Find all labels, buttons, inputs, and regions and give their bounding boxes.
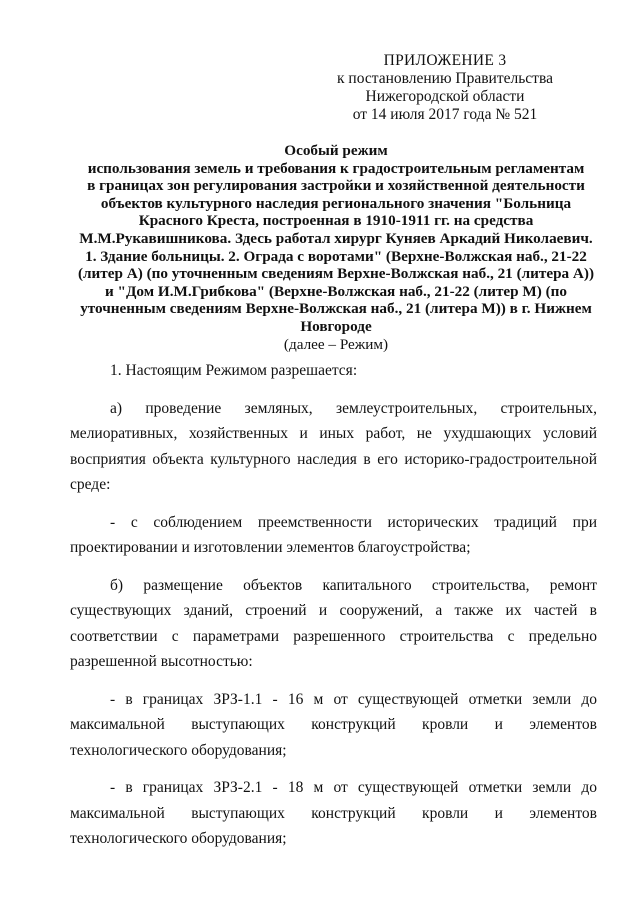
title-line-9: и "Дом И.М.Грибкова" (Верхне-Волжская наб., 21-22 (литер М) (по — [105, 282, 567, 300]
paragraph-2: а) проведение земляных, землеустроительных, строительных, мелиоративных, хозяйственных и иных работ, не ухудшающих условий восприятия объекта культурного наследия в его историко-градостроительной среде: — [70, 399, 597, 493]
title-line-4: объектов культурного наследия регионального значения "Больница — [100, 194, 572, 212]
appendix-line-2: Нижегородской области — [365, 88, 525, 105]
paragraph-1: 1. Настоящим Режимом разрешается: — [110, 362, 358, 379]
paragraph-6: - в границах ЗРЗ-2.1 - 18 м от существующей отметки земли до максимальной выступающих конструкций кровли и элементов технологического оборудования; — [70, 779, 597, 847]
title-line-5: Красного Креста, построенная в 1910-1911 гг. на средства — [138, 212, 534, 230]
title-line-8: (литер А) (по уточненным сведениям Верхне-Волжская наб., 21 (литера А)) — [77, 265, 595, 283]
title-line-1: Особый режим — [284, 142, 388, 159]
title-line-10: уточненным сведениям Верхне-Волжская наб., 21 (литера М)) в г. Нижнем — [80, 300, 592, 318]
appendix-heading: ПРИЛОЖЕНИЕ 3 — [383, 52, 507, 69]
document-body — [70, 358, 597, 852]
title-line-3: в границах зон регулирования застройки и хозяйственной деятельности — [87, 177, 585, 195]
title-line-12: (далее – Режим) — [283, 335, 389, 353]
title-line-7: 1. Здание больницы. 2. Ограда с воротами" (Верхне-Волжская наб., 21-22 — [85, 247, 587, 265]
paragraph-5: - в границах ЗРЗ-1.1 - 16 м от существующей отметки земли до максимальной выступающих конструкций кровли и элементов технологического оборудования; — [70, 690, 597, 759]
appendix-header — [330, 52, 560, 124]
appendix-line-3: от 14 июля 2017 года № 521 — [352, 106, 538, 123]
title-line-6: М.М.Рукавишникова. Здесь работал хирург Куняев Аркадий Николаевич. — [79, 229, 593, 247]
appendix-line-1: к постановлению Правительства — [337, 70, 553, 87]
paragraph-4: б) размещение объектов капитального строительства, ремонт существующих зданий, строений и сооружений, а также их частей в соответствии с параметрами разрешенного строительства с предельно разрешенной высотностью: — [70, 576, 597, 670]
document-title — [66, 142, 606, 353]
paragraph-3: - с соблюдением преемственности исторических традиций при проектировании и изготовлении элементов благоустройства; — [70, 513, 597, 556]
title-line-2: использования земель и требования к градостроительным регламентам — [87, 159, 585, 177]
title-line-11: Новгороде — [300, 317, 372, 335]
